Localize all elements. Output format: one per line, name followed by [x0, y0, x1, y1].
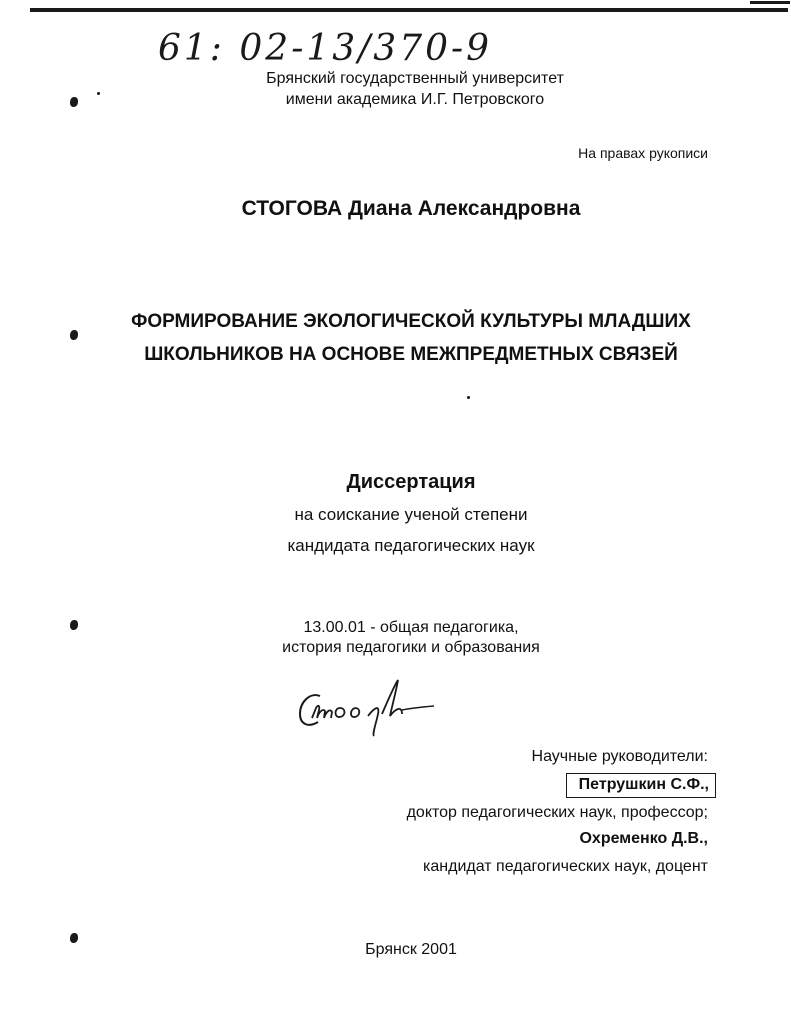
- top-border-line: [30, 8, 788, 12]
- specialty-code: 13.00.01 - общая педагогика,: [303, 619, 519, 636]
- advisor2-name: Охременко Д.В.,: [579, 830, 708, 847]
- scan-mark: [70, 97, 78, 107]
- document-type: Диссертация: [346, 471, 476, 493]
- top-border-corner: [750, 1, 790, 4]
- city-and-year: Брянск 2001: [365, 941, 457, 958]
- manuscript-note: На правах рукописи: [578, 145, 708, 161]
- dissertation-title-line1: ФОРМИРОВАНИЕ ЭКОЛОГИЧЕСКОЙ КУЛЬТУРЫ МЛАДШИХ: [131, 311, 691, 332]
- dissertation-title-line2: ШКОЛЬНИКОВ НА ОСНОВЕ МЕЖПРЕДМЕТНЫХ СВЯЗЕЙ: [144, 344, 678, 365]
- author-signature: [292, 678, 442, 738]
- specialty-name: история педагогики и образования: [282, 639, 540, 656]
- university-name-line2: имени академика И.Г. Петровского: [285, 91, 545, 108]
- advisor1-name: Петрушкин С.Ф.,: [566, 773, 716, 798]
- advisor2-credentials: кандидат педагогических наук, доцент: [423, 858, 708, 875]
- scan-mark: [97, 92, 100, 95]
- handwritten-archive-code: 61: 02-13/370-9: [158, 28, 493, 69]
- advisor1-credentials: доктор педагогических наук, профессор;: [406, 804, 708, 821]
- advisors-heading: Научные руководители:: [531, 748, 708, 765]
- author-name: СТОГОВА Диана Александровна: [241, 197, 581, 220]
- degree-line2: кандидата педагогических наук: [287, 536, 535, 555]
- scan-mark: [467, 396, 470, 399]
- degree-line1: на соискание ученой степени: [294, 505, 528, 524]
- university-name: Брянский государственный университет: [266, 70, 564, 87]
